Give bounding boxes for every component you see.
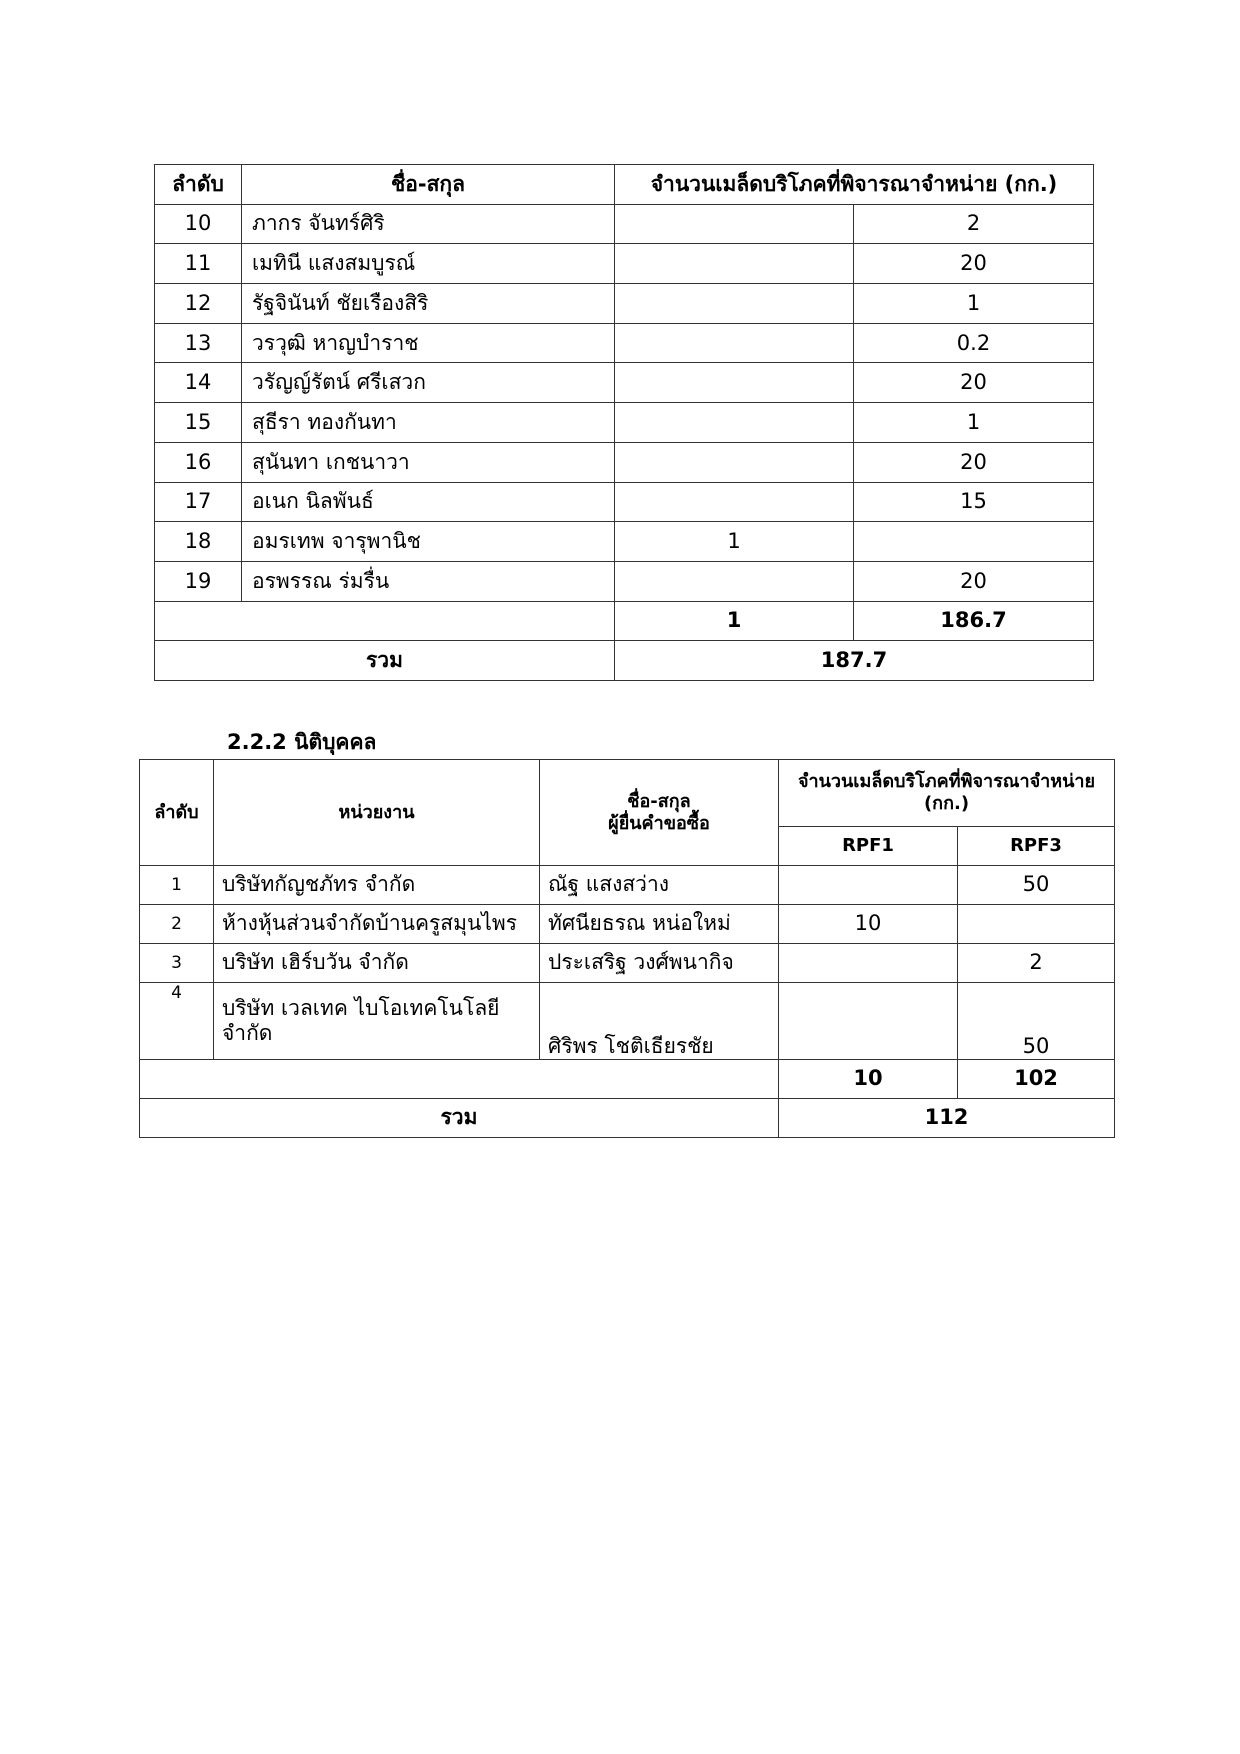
cell-seq: 13	[155, 323, 242, 363]
header-name	[540, 760, 779, 866]
cell-rpf3: 1	[854, 403, 1094, 443]
cell-rpf1	[779, 866, 958, 905]
cell-org	[214, 905, 540, 944]
cell-seq: 2	[140, 905, 214, 944]
cell-name: สุธีรา ทองกันทา	[242, 403, 615, 443]
table-body	[155, 204, 1094, 601]
subtotal-rpf3: 102	[958, 1060, 1115, 1099]
cell-rpf3	[854, 522, 1094, 562]
total-value: 187.7	[615, 641, 1094, 681]
header-rpf1: RPF1	[779, 827, 958, 866]
cell-name: ภากร จันทร์ศิริ	[242, 204, 615, 244]
table-juristic-persons	[139, 759, 1115, 1138]
table-header-row	[140, 760, 1115, 827]
table-row	[140, 944, 1115, 983]
cell-seq: 10	[155, 204, 242, 244]
table-row	[140, 866, 1115, 905]
cell-org-line2: จำกัด	[222, 1021, 273, 1045]
cell-rpf1	[615, 561, 854, 601]
cell-rpf3	[958, 905, 1115, 944]
cell-org-line1: บริษัท เวลเทค ไบโอเทคโนโลยี	[222, 995, 500, 1020]
cell-seq: 18	[155, 522, 242, 562]
cell-org	[214, 983, 540, 1060]
table-row	[155, 522, 1094, 562]
cell-rpf3: 1	[854, 284, 1094, 324]
cell-rpf1: 1	[615, 522, 854, 562]
subtotal-spacer	[140, 1060, 779, 1099]
table-row	[155, 403, 1094, 443]
cell-org	[214, 944, 540, 983]
cell-name: เมทินี แสงสมบูรณ์	[242, 244, 615, 284]
cell-rpf3: 50	[958, 983, 1115, 1060]
cell-rpf3: 20	[854, 244, 1094, 284]
cell-name: ณัฐ แสงสว่าง	[540, 866, 779, 905]
cell-org-line1: บริษัทกัญชภัทร จำกัด	[222, 872, 416, 897]
header-name-line2: ผู้ยื่นคำขอซื้อ	[608, 812, 710, 834]
header-amount-line2: (กก.)	[923, 793, 970, 814]
cell-org	[214, 866, 540, 905]
cell-org-line1: ห้างหุ้นส่วนจำกัดบ้านครูสมุนไพร	[222, 911, 518, 936]
cell-seq: 16	[155, 442, 242, 482]
subtotal-rpf3: 186.7	[854, 601, 1094, 641]
cell-rpf1	[615, 482, 854, 522]
cell-seq: 14	[155, 363, 242, 403]
cell-seq: 3	[140, 944, 214, 983]
cell-rpf1	[615, 363, 854, 403]
cell-rpf3: 0.2	[854, 323, 1094, 363]
header-amount-line1: จำนวนเมล็ดบริโภคที่พิจารณาจำหน่าย	[797, 771, 1096, 793]
header-org: หน่วยงาน	[214, 760, 540, 866]
table-row	[140, 983, 1115, 1060]
header-amount	[779, 760, 1115, 827]
cell-seq: 15	[155, 403, 242, 443]
cell-seq: 4	[140, 983, 214, 1060]
table-row	[155, 244, 1094, 284]
cell-rpf1	[615, 284, 854, 324]
table-row	[155, 561, 1094, 601]
header-rpf3: RPF3	[958, 827, 1115, 866]
table-row	[155, 442, 1094, 482]
header-seq: ลำดับ	[140, 760, 214, 866]
cell-rpf3: 20	[854, 363, 1094, 403]
table-row	[155, 482, 1094, 522]
table-row	[155, 363, 1094, 403]
header-seq: ลำดับ	[155, 165, 242, 205]
cell-name: สุนันทา เกชนาวา	[242, 442, 615, 482]
cell-rpf1	[615, 403, 854, 443]
cell-rpf3: 20	[854, 561, 1094, 601]
table-body	[140, 866, 1115, 1060]
subtotal-row	[140, 1060, 1115, 1099]
cell-seq: 19	[155, 561, 242, 601]
cell-name: รัฐจินันท์ ชัยเรืองสิริ	[242, 284, 615, 324]
cell-name: อเนก นิลพันธ์	[242, 482, 615, 522]
cell-rpf3: 2	[958, 944, 1115, 983]
cell-rpf1	[615, 442, 854, 482]
table-header-row	[155, 165, 1094, 205]
section-title: 2.2.2 นิติบุคคล	[227, 730, 377, 754]
cell-name: วรวุฒิ หาญบำราช	[242, 323, 615, 363]
cell-rpf3: 20	[854, 442, 1094, 482]
cell-org-line1: บริษัท เฮิร์บวัน จำกัด	[222, 950, 409, 975]
header-name-line1: ชื่อ-สกุล	[627, 790, 691, 812]
table-row	[155, 323, 1094, 363]
total-label: รวม	[155, 641, 615, 681]
table-row	[155, 284, 1094, 324]
cell-name: ศิริพร โชติเธียรชัย	[540, 983, 779, 1060]
cell-rpf3: 2	[854, 204, 1094, 244]
subtotal-spacer	[155, 601, 615, 641]
cell-rpf3: 50	[958, 866, 1115, 905]
cell-seq: 11	[155, 244, 242, 284]
table-row	[155, 204, 1094, 244]
cell-rpf1	[615, 204, 854, 244]
cell-rpf1	[615, 323, 854, 363]
total-value: 112	[779, 1099, 1115, 1138]
subtotal-row	[155, 601, 1094, 641]
table-individuals	[154, 164, 1094, 681]
cell-rpf1	[779, 944, 958, 983]
subtotal-rpf1: 1	[615, 601, 854, 641]
total-row	[140, 1099, 1115, 1138]
header-name: ชื่อ-สกุล	[242, 165, 615, 205]
cell-rpf1: 10	[779, 905, 958, 944]
cell-seq: 1	[140, 866, 214, 905]
cell-name: วรัญญ์รัตน์ ศรีเสวก	[242, 363, 615, 403]
cell-rpf3: 15	[854, 482, 1094, 522]
cell-name: ทัศนียธรณ หน่อใหม่	[540, 905, 779, 944]
cell-rpf1	[779, 983, 958, 1060]
subtotal-rpf1: 10	[779, 1060, 958, 1099]
cell-name: ประเสริฐ วงศ์พนากิจ	[540, 944, 779, 983]
cell-name: อมรเทพ จารุพานิช	[242, 522, 615, 562]
table-row	[140, 905, 1115, 944]
total-label: รวม	[140, 1099, 779, 1138]
cell-name: อรพรรณ ร่มรื่น	[242, 561, 615, 601]
cell-rpf1	[615, 244, 854, 284]
cell-seq: 17	[155, 482, 242, 522]
total-row	[155, 641, 1094, 681]
header-amount: จำนวนเมล็ดบริโภคที่พิจารณาจำหน่าย (กก.)	[615, 165, 1094, 205]
cell-seq: 12	[155, 284, 242, 324]
